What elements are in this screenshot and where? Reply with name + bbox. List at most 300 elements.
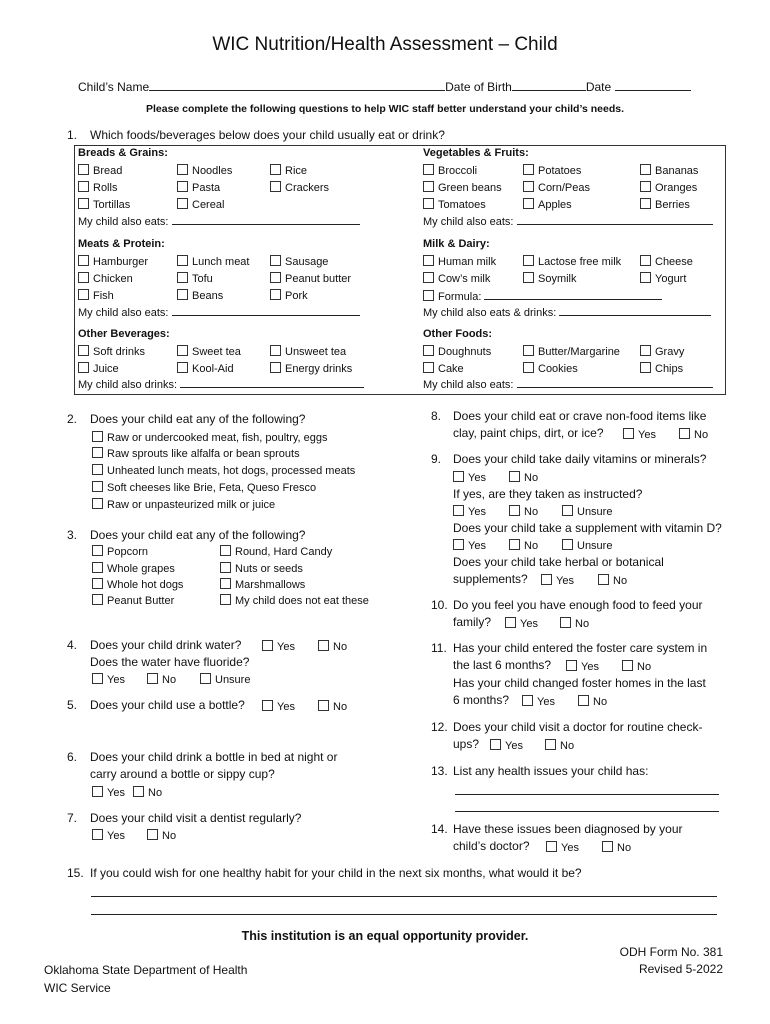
option-label: Yes <box>277 701 295 713</box>
option-label: Raw or undercooked meat, fish, poultry, eggs <box>107 432 328 444</box>
q3-number: 3. <box>67 528 78 542</box>
checkbox-icon <box>545 739 556 750</box>
checkbox-potatoes[interactable] <box>523 164 581 177</box>
checkbox-icon <box>92 481 103 492</box>
q13-answer-line-1[interactable] <box>455 794 719 795</box>
checkbox-icon <box>92 673 103 684</box>
option-label: No <box>333 701 348 713</box>
checkbox-icon <box>92 562 103 573</box>
checkbox-label: Broccoli <box>438 165 478 177</box>
checkbox-label: Tofu <box>192 273 213 285</box>
checkbox-icon <box>602 841 613 852</box>
checkbox-label: Hamburger <box>93 256 149 268</box>
checkbox-label: Noodles <box>192 165 233 177</box>
checkbox-icon <box>78 198 89 209</box>
meats-heading: Meats & Protein: <box>78 238 165 250</box>
checkbox-icon <box>622 660 633 671</box>
q12-yes[interactable] <box>490 739 523 752</box>
checkbox-label: Butter/Margarine <box>538 346 620 358</box>
checkbox-hamburger[interactable] <box>78 255 148 268</box>
checkbox-broccoli[interactable] <box>423 164 477 177</box>
q3-option-nuts-seeds[interactable] <box>220 562 303 575</box>
checkbox-icon <box>679 428 690 439</box>
q9-sub2-text: Does your child take a supplement with vitamin D? <box>453 521 722 535</box>
veg-also-field[interactable] <box>517 214 713 225</box>
also-label: My child also eats: <box>423 379 514 391</box>
checkbox-icon <box>523 181 534 192</box>
q11-homes-no[interactable] <box>578 695 607 708</box>
checkbox-yogurt[interactable] <box>640 272 686 285</box>
checkbox-icon <box>92 594 103 605</box>
q9-vitd-yes[interactable] <box>453 539 486 552</box>
checkbox-tortillas[interactable] <box>78 198 130 211</box>
checkbox-icon <box>92 578 103 589</box>
checkbox-icon <box>640 255 651 266</box>
q9-sub3-text-line2: supplements? <box>453 572 528 586</box>
option-label: Yes <box>107 787 125 799</box>
q9-instructed-unsure[interactable] <box>562 505 612 518</box>
checkbox-human-milk[interactable] <box>423 255 496 268</box>
form-number: ODH Form No. 381 <box>619 945 723 959</box>
checkbox-bread[interactable] <box>78 164 122 177</box>
option-label: Marshmallows <box>235 579 306 591</box>
q5-no[interactable] <box>318 700 347 713</box>
q10-no[interactable] <box>560 617 589 630</box>
checkbox-label: Human milk <box>438 256 497 268</box>
q10-text-line2: family? <box>453 615 492 629</box>
checkbox-icon <box>220 578 231 589</box>
checkbox-icon <box>623 428 634 439</box>
q3-option-hard-candy[interactable] <box>220 545 332 558</box>
q2-option-raw-milk[interactable] <box>92 498 275 511</box>
checkbox-icon <box>423 255 434 266</box>
q11-homes-yes[interactable] <box>522 695 555 708</box>
checkbox-label: Fish <box>93 290 114 302</box>
option-label: Yes <box>505 740 523 752</box>
checkbox-icon <box>453 505 464 516</box>
milk-heading: Milk & Dairy: <box>423 238 490 250</box>
checkbox-icon <box>92 786 103 797</box>
option-label: No <box>524 540 539 552</box>
option-label: Yes <box>561 842 579 854</box>
checkbox-icon <box>423 198 434 209</box>
option-label: Unheated lunch meats, hot dogs, processed meats <box>107 465 356 477</box>
checkbox-noodles[interactable] <box>177 164 232 177</box>
checkbox-sweet-tea[interactable] <box>177 345 241 358</box>
checkbox-icon <box>523 255 534 266</box>
q11-text-line3: Has your child changed foster homes in the last <box>453 676 706 690</box>
q9-number: 9. <box>431 452 442 466</box>
child-name-label: Child’s Name <box>78 80 150 94</box>
checkbox-doughnuts[interactable] <box>423 345 491 358</box>
q4-fluoride-yes[interactable] <box>92 673 125 686</box>
checkbox-chicken[interactable] <box>78 272 133 285</box>
checkbox-chips[interactable] <box>640 362 683 375</box>
also-label: My child also eats: <box>423 216 514 228</box>
form-revised: Revised 5-2022 <box>638 962 723 976</box>
option-label: Yes <box>277 641 295 653</box>
q2-option-raw-meat[interactable] <box>92 431 328 444</box>
q3-option-whole-grapes[interactable] <box>92 562 175 575</box>
option-label: Raw or unpasteurized milk or juice <box>107 499 276 511</box>
checkbox-icon <box>270 272 281 283</box>
checkbox-label: Lactose free milk <box>538 256 622 268</box>
option-label: My child does not eat these <box>235 595 369 607</box>
checkbox-beans[interactable] <box>177 289 223 302</box>
checkbox-lactose-free-milk[interactable] <box>523 255 621 268</box>
checkbox-icon <box>509 471 520 482</box>
q3-option-marshmallows[interactable] <box>220 578 305 591</box>
q1-number: 1. <box>67 128 78 142</box>
checkbox-icon <box>318 700 329 711</box>
checkbox-tomatoes[interactable] <box>423 198 486 211</box>
date-field[interactable] <box>615 78 691 91</box>
checkbox-formula[interactable] <box>423 289 662 303</box>
q10-yes[interactable] <box>505 617 538 630</box>
q6-yes[interactable] <box>92 786 125 799</box>
q5-yes[interactable] <box>262 700 295 713</box>
checkbox-label: Yogurt <box>655 273 687 285</box>
checkbox-icon <box>220 562 231 573</box>
checkbox-icon <box>270 181 281 192</box>
q4-sub-text: Does the water have fluoride? <box>90 655 250 669</box>
checkbox-label: Beans <box>192 290 224 302</box>
q11-text-line2: the last 6 months? <box>453 658 552 672</box>
checkbox-icon <box>578 695 589 706</box>
option-label: Unsure <box>215 674 251 686</box>
checkbox-rolls[interactable] <box>78 181 117 194</box>
checkbox-lunch-meat[interactable] <box>177 255 249 268</box>
meats-also-field[interactable] <box>172 305 360 316</box>
checkbox-cookies[interactable] <box>523 362 578 375</box>
checkbox-icon <box>423 181 434 192</box>
checkbox-icon <box>78 181 89 192</box>
q14-text-line2: child’s doctor? <box>453 839 530 853</box>
q8-yes[interactable] <box>623 428 656 441</box>
option-label: Yes <box>107 674 125 686</box>
checkbox-tofu[interactable] <box>177 272 213 285</box>
checkbox-icon <box>423 164 434 175</box>
checkbox-label: Peanut butter <box>285 273 352 285</box>
checkbox-icon <box>262 700 273 711</box>
q13-answer-line-2[interactable] <box>455 811 719 812</box>
checkbox-green-beans[interactable] <box>423 181 502 194</box>
checkbox-icon <box>92 431 103 442</box>
q7-yes[interactable] <box>92 829 125 842</box>
option-label: No <box>593 696 608 708</box>
q15-answer-line-1[interactable] <box>91 896 717 897</box>
checkbox-icon <box>505 617 516 628</box>
form-header <box>78 78 691 94</box>
checkbox-peanut-butter[interactable] <box>270 272 351 285</box>
breads-also-field[interactable] <box>172 214 360 225</box>
checkbox-icon <box>270 362 281 373</box>
option-label: Soft cheeses like Brie, Feta, Queso Fresco <box>107 482 317 494</box>
checkbox-icon <box>490 739 501 750</box>
option-label: Yes <box>537 696 555 708</box>
checkbox-icon <box>523 272 534 283</box>
checkbox-icon <box>640 198 651 209</box>
checkbox-cows-milk[interactable] <box>423 272 490 285</box>
dob-field[interactable] <box>512 78 586 91</box>
q3-option-whole-hot-dogs[interactable] <box>92 578 183 591</box>
other-also-field[interactable] <box>517 377 713 388</box>
meats-also-eats <box>78 305 360 319</box>
q5-text: Does your child use a bottle? <box>90 698 245 712</box>
checkbox-label: Rolls <box>93 182 118 194</box>
checkbox-gravy[interactable] <box>640 345 684 358</box>
q14-yes[interactable] <box>546 841 579 854</box>
checkbox-icon <box>78 272 89 283</box>
checkbox-icon <box>523 362 534 373</box>
checkbox-icon <box>640 362 651 373</box>
q3-text: Does your child eat any of the following? <box>90 528 306 542</box>
option-label: Unsure <box>577 506 613 518</box>
checkbox-icon <box>78 255 89 266</box>
checkbox-energy-drinks[interactable] <box>270 362 352 375</box>
checkbox-butter-margarine[interactable] <box>523 345 620 358</box>
q3-option-none[interactable] <box>220 594 369 607</box>
q2-number: 2. <box>67 412 78 426</box>
q10-text-line1: Do you feel you have enough food to feed your <box>453 598 703 612</box>
q4-number: 4. <box>67 638 78 652</box>
checkbox-label: Cow’s milk <box>438 273 491 285</box>
option-label: Nuts or seeds <box>235 563 303 575</box>
checkbox-icon <box>177 181 188 192</box>
checkbox-icon <box>640 181 651 192</box>
checkbox-label: Cereal <box>192 199 225 211</box>
q8-no[interactable] <box>679 428 708 441</box>
checkbox-pasta[interactable] <box>177 181 220 194</box>
checkbox-label: Chicken <box>93 273 133 285</box>
checkbox-icon <box>423 290 434 301</box>
checkbox-icon <box>423 362 434 373</box>
checkbox-icon <box>270 255 281 266</box>
checkbox-label: Kool-Aid <box>192 363 234 375</box>
checkbox-icon <box>262 640 273 651</box>
checkbox-icon <box>509 539 520 550</box>
checkbox-soymilk[interactable] <box>523 272 577 285</box>
q7-text: Does your child visit a dentist regularly? <box>90 811 302 825</box>
form-title: WIC Nutrition/Health Assessment – Child <box>212 34 558 55</box>
checkbox-corn-peas[interactable] <box>523 181 590 194</box>
q8-text-line1: Does your child eat or crave non-food items like <box>453 409 707 423</box>
option-label: Yes <box>107 830 125 842</box>
checkbox-cereal[interactable] <box>177 198 224 211</box>
q12-text-line1: Does your child visit a doctor for routine check- <box>453 720 703 734</box>
checkbox-icon <box>177 198 188 209</box>
checkbox-icon <box>546 841 557 852</box>
q14-no[interactable] <box>602 841 631 854</box>
checkbox-label: Tortillas <box>93 199 131 211</box>
q11-foster-no[interactable] <box>622 660 651 673</box>
option-label: Raw sprouts like alfalfa or bean sprouts <box>107 448 300 460</box>
bev-also-field[interactable] <box>180 377 364 388</box>
q9-text: Does your child take daily vitamins or minerals? <box>453 452 707 466</box>
child-name-field[interactable] <box>149 78 445 91</box>
checkbox-cake[interactable] <box>423 362 464 375</box>
checkbox-label: Potatoes <box>538 165 582 177</box>
checkbox-icon <box>270 164 281 175</box>
checkbox-label: Cheese <box>655 256 693 268</box>
checkbox-rice[interactable] <box>270 164 307 177</box>
option-label: No <box>148 787 163 799</box>
checkbox-icon <box>640 272 651 283</box>
equal-opportunity-statement: This institution is an equal opportunity provider. <box>241 929 529 943</box>
checkbox-icon <box>177 362 188 373</box>
q11-text-line4: 6 months? <box>453 693 510 707</box>
q4-no[interactable] <box>318 640 347 653</box>
instructions: Please complete the following questions to help WIC staff better understand your child’s needs. <box>145 103 624 115</box>
q3-option-peanut-butter[interactable] <box>92 594 174 607</box>
checkbox-icon <box>133 786 144 797</box>
q2-option-soft-cheeses[interactable] <box>92 481 316 494</box>
checkbox-label: Cake <box>438 363 464 375</box>
checkbox-icon <box>220 594 231 605</box>
q10-number: 10. <box>431 598 448 612</box>
q9-vitd-no[interactable] <box>509 539 538 552</box>
q8-number: 8. <box>431 409 442 423</box>
formula-field[interactable] <box>484 289 662 300</box>
checkbox-sausage[interactable] <box>270 255 328 268</box>
q9-yes[interactable] <box>453 471 486 484</box>
checkbox-label: Berries <box>655 199 690 211</box>
milk-also-field[interactable] <box>559 305 711 316</box>
checkbox-juice[interactable] <box>78 362 119 375</box>
checkbox-label: Corn/Peas <box>538 182 590 194</box>
q12-no[interactable] <box>545 739 574 752</box>
checkbox-cheese[interactable] <box>640 255 693 268</box>
service-name: WIC Service <box>44 981 111 995</box>
q9-herbal-yes[interactable] <box>541 574 574 587</box>
checkbox-icon <box>92 447 103 458</box>
q14-number: 14. <box>431 822 448 836</box>
milk-also-eats <box>423 305 711 319</box>
checkbox-icon <box>78 164 89 175</box>
checkbox-label: Oranges <box>655 182 698 194</box>
veg-also-eats <box>423 214 713 228</box>
q9-vitd-unsure[interactable] <box>562 539 612 552</box>
option-label: No <box>575 618 590 630</box>
bev-also-drinks <box>78 377 364 391</box>
q13-text: List any health issues your child has: <box>453 764 649 778</box>
checkbox-oranges[interactable] <box>640 181 697 194</box>
q6-text-line2: carry around a bottle or sippy cup? <box>90 767 275 781</box>
q15-answer-line-2[interactable] <box>91 914 717 915</box>
q4-fluoride-unsure[interactable] <box>200 673 250 686</box>
checkbox-icon <box>92 464 103 475</box>
checkbox-label: Juice <box>93 363 119 375</box>
checkbox-icon <box>640 345 651 356</box>
checkbox-label: Lunch meat <box>192 256 250 268</box>
checkbox-label: Crackers <box>285 182 330 194</box>
q9-instructed-no[interactable] <box>509 505 538 518</box>
q12-text-line2: ups? <box>453 737 480 751</box>
checkbox-label: Bread <box>93 165 123 177</box>
option-label: No <box>524 506 539 518</box>
q6-text-line1: Does your child drink a bottle in bed at night or <box>90 750 338 764</box>
checkbox-icon <box>147 829 158 840</box>
option-label: Whole grapes <box>107 563 175 575</box>
checkbox-label: Pork <box>285 290 308 302</box>
checkbox-label: Bananas <box>655 165 699 177</box>
option-label: Popcorn <box>107 546 148 558</box>
also-label: My child also drinks: <box>78 379 178 391</box>
q6-no[interactable] <box>133 786 162 799</box>
option-label: Yes <box>468 506 486 518</box>
option-label: No <box>162 674 177 686</box>
q2-option-raw-sprouts[interactable] <box>92 447 300 460</box>
q2-option-unheated-meats[interactable] <box>92 464 355 477</box>
q9-sub1-text: If yes, are they taken as instructed? <box>453 487 643 501</box>
q7-no[interactable] <box>147 829 176 842</box>
department-name: Oklahoma State Department of Health <box>44 963 248 977</box>
q5-number: 5. <box>67 698 78 712</box>
q9-no[interactable] <box>509 471 538 484</box>
q9-herbal-no[interactable] <box>598 574 627 587</box>
q4-fluoride-no[interactable] <box>147 673 176 686</box>
also-label: My child also eats: <box>78 307 169 319</box>
checkbox-fish[interactable] <box>78 289 114 302</box>
option-label: Yes <box>520 618 538 630</box>
checkbox-icon <box>523 164 534 175</box>
q6-number: 6. <box>67 750 78 764</box>
option-label: No <box>694 429 709 441</box>
checkbox-icon <box>562 505 573 516</box>
q13-number: 13. <box>431 764 448 778</box>
q4-yes[interactable] <box>262 640 295 653</box>
checkbox-berries[interactable] <box>640 198 690 211</box>
checkbox-icon <box>453 539 464 550</box>
checkbox-bananas[interactable] <box>640 164 698 177</box>
date-label: Date <box>585 80 612 94</box>
food-checklist-box <box>74 145 726 395</box>
q11-number: 11. <box>431 641 447 655</box>
q11-foster-yes[interactable] <box>566 660 599 673</box>
checkbox-unsweet-tea[interactable] <box>270 345 346 358</box>
option-label: No <box>613 575 628 587</box>
checkbox-icon <box>92 829 103 840</box>
checkbox-icon <box>177 255 188 266</box>
also-label: My child also eats & drinks: <box>423 307 557 319</box>
breads-also-eats <box>78 214 360 228</box>
checkbox-label: Rice <box>285 165 308 177</box>
veg-heading: Vegetables & Fruits: <box>423 147 529 159</box>
option-label: No <box>524 472 539 484</box>
checkbox-crackers[interactable] <box>270 181 329 194</box>
checkbox-pork[interactable] <box>270 289 308 302</box>
checkbox-label: Soymilk <box>538 273 577 285</box>
checkbox-icon <box>541 574 552 585</box>
q9-sub3-text-line1: Does your child take herbal or botanical <box>453 555 664 569</box>
q11-text-line1: Has your child entered the foster care system in <box>453 641 708 655</box>
checkbox-label: Soft drinks <box>93 346 145 358</box>
checkbox-apples[interactable] <box>523 198 572 211</box>
checkbox-icon <box>177 164 188 175</box>
checkbox-icon <box>177 272 188 283</box>
checkbox-label: Sausage <box>285 256 329 268</box>
checkbox-kool-aid[interactable] <box>177 362 234 375</box>
checkbox-icon <box>177 289 188 300</box>
checkbox-label: Apples <box>538 199 572 211</box>
other-also-eats <box>423 377 713 391</box>
option-label: Whole hot dogs <box>107 579 184 591</box>
q3-option-popcorn[interactable] <box>92 545 148 558</box>
option-label: Yes <box>468 540 486 552</box>
q9-instructed-yes[interactable] <box>453 505 486 518</box>
checkbox-icon <box>177 345 188 356</box>
checkbox-soft-drinks[interactable] <box>78 345 145 358</box>
